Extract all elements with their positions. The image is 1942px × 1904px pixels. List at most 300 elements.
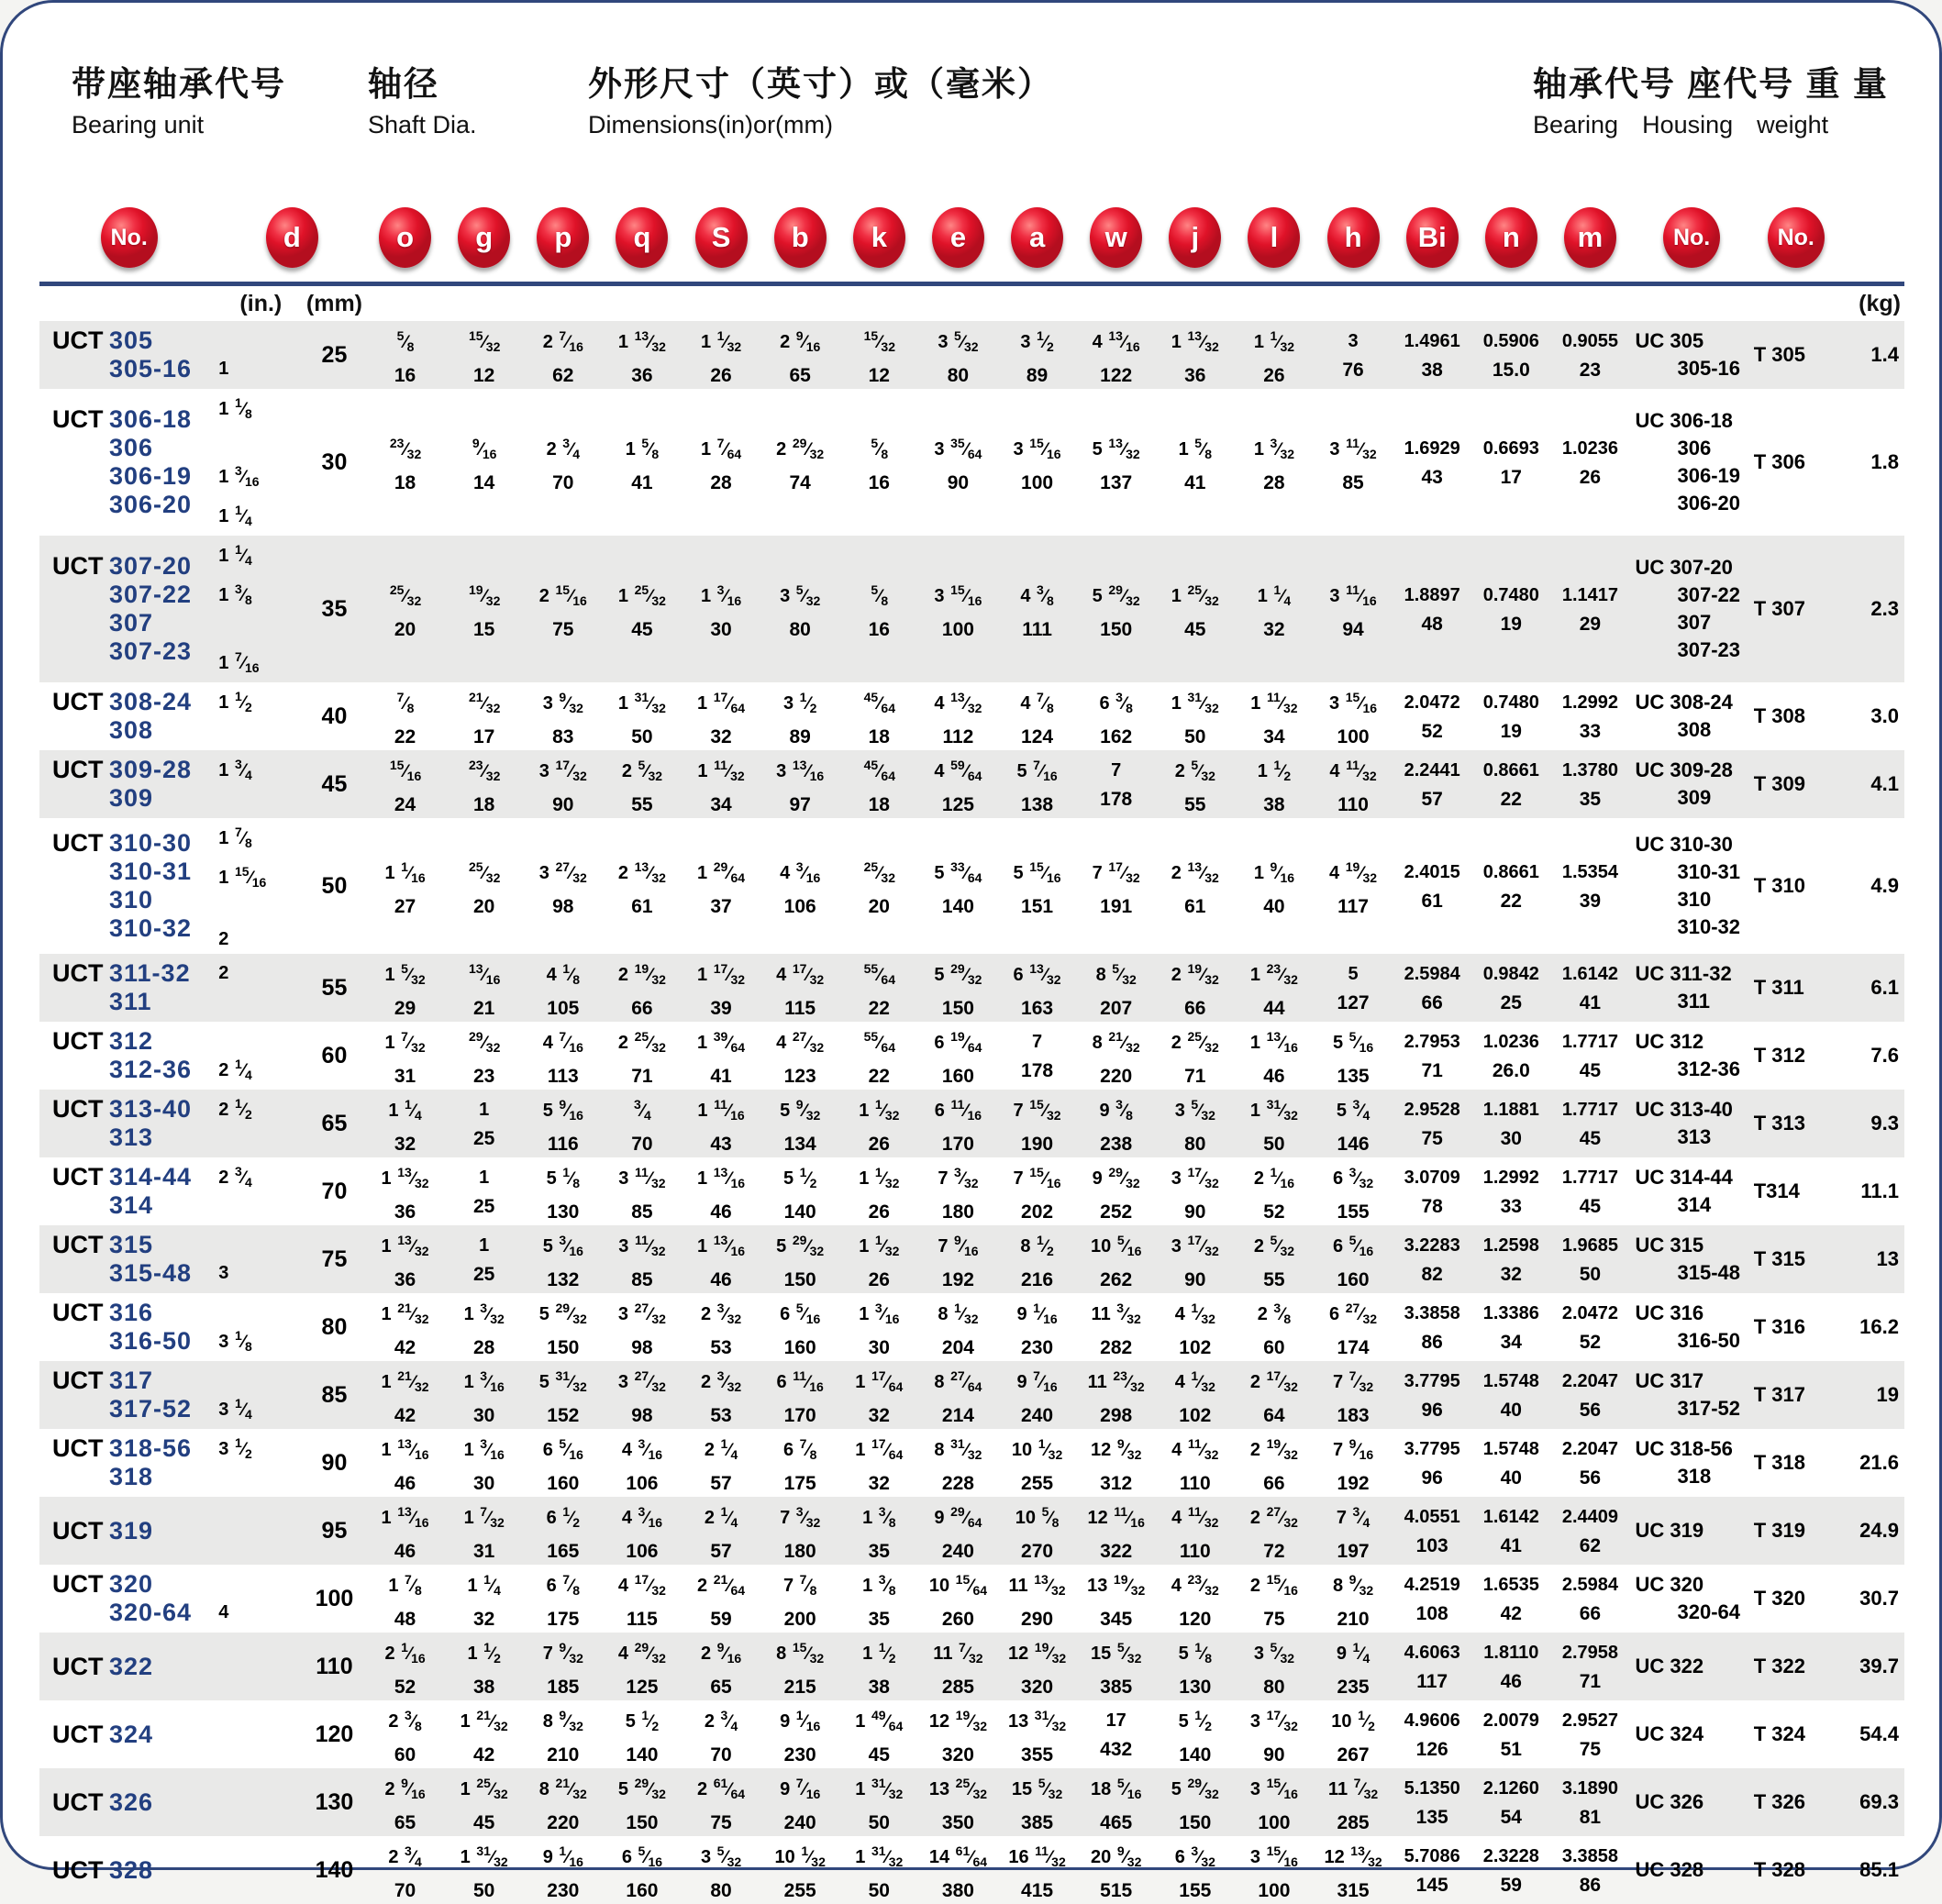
cell-dim-o: 1 $^1⁄_{16}$ 27 [384,859,426,917]
cell-shaft-dia-mm: 65 [321,1110,348,1136]
cell-shaft-dia-in: 1 $^1⁄_8$ 1 $^3⁄_{16}$ 1 $^1⁄_4$ [218,395,260,528]
cell-dim-w: 11 23⁄32 298 [1087,1368,1145,1426]
fraction: 17⁄32 [1266,1708,1298,1733]
fraction: $^{25}⁄_{32}$ [634,1029,666,1055]
cell-dim-w: 11 3⁄32 282 [1091,1301,1141,1358]
cell-dim-o: 1 $^1⁄_4$ 32 [388,1097,422,1155]
cell-bearing-no: UC 308-24 308 [1635,691,1733,741]
fraction: $^{25}⁄_{32}$ [1187,1029,1219,1055]
cell-dim-e: 8 27⁄64 214 [934,1368,982,1426]
fraction: $^3⁄_8$ [1115,690,1133,715]
cell-dim-w: 8 $^{21}⁄_{32}$ 220 [1092,1029,1140,1087]
fraction: 1⁄2 [562,1504,581,1530]
cell-dim-b: 5 $^1⁄_2$ 140 [782,1165,817,1223]
fraction: $^{13}⁄_{32}$ [397,1233,429,1258]
bearing-unit-line: 318 [109,1463,154,1490]
fraction: 31⁄32 [871,1776,904,1801]
badge-q: q [616,207,668,268]
cell-shaft-dia-in: 1 [218,359,229,379]
fraction: $^3⁄_4$ [1352,1097,1370,1123]
cell-dim-j: 4 11⁄32 110 [1171,1436,1219,1494]
fraction: 17⁄32 [634,1572,666,1598]
cell-dim-o: 1 13⁄16 46 [381,1504,429,1562]
fraction: 27⁄64 [950,1368,982,1394]
cell-dim-n: 2.0079 51 [1482,1710,1539,1760]
fraction: 11⁄32 [1187,1436,1219,1462]
cell-weight: 54.4 [1859,1722,1899,1745]
cell-dim-s: 1 $^7⁄_{64}$ 28 [700,436,742,493]
badge-j: j [1169,207,1221,268]
cell-dim-k: $^5⁄_8$ 16 [868,436,890,493]
bearing-unit-line: 307-23 [109,637,193,665]
cell-bearing-unit-no [39,536,218,682]
fraction: $^1⁄_2$ [1273,758,1292,783]
fraction: $^{19}⁄_{32}$ [634,961,666,987]
fraction: 21⁄32 [397,1301,429,1326]
unit-in-label: (in.) [218,284,303,322]
cell-dim-j: 2 $^{13}⁄_{32}$ 61 [1171,859,1219,917]
cell-housing-no: T 324 [1753,1722,1805,1745]
fraction: $^{31}⁄_{32}$ [1266,1097,1298,1123]
fraction: $^5⁄_{32}$ [401,961,426,987]
cell-dim-s: 1 $^1⁄_{32}$ 26 [700,328,742,386]
fraction: $^{17}⁄_{32}$ [1187,1165,1219,1190]
cell-dim-a: 11 13⁄32 290 [1008,1572,1066,1630]
bearing-unit-line: 307 [109,609,154,637]
cell-shaft-dia-in: 4 [218,1602,229,1622]
cell-dim-a: 4 $^3⁄_8$ 111 [1020,582,1054,640]
cell-dim-q: 6 5⁄16 160 [621,1843,663,1901]
fraction: $^{13}⁄_{16}$ [1266,1029,1298,1055]
cell-dim-n: 1.6535 42 [1482,1575,1539,1624]
cell-dim-l: 3 17⁄32 90 [1249,1708,1298,1766]
fraction: 7⁄16 [795,1776,821,1801]
header-shaft-dia [368,56,477,139]
cell-dim-g: $^{15}⁄_{32}$ 12 [469,328,501,386]
cell-bearing-no: UC 320 320-64 [1635,1573,1741,1623]
cell-bearing-no: UC 309-28 309 [1635,758,1733,809]
cell-dim-q: 5 1⁄2 140 [625,1708,660,1766]
fraction: $^7⁄_{64}$ [716,436,742,461]
cell-dim-bi: 5.1350 135 [1404,1778,1460,1828]
fraction: $^{59}⁄_{64}$ [950,758,982,783]
cell-dim-h: 9 1⁄4 235 [1336,1640,1370,1698]
fraction: $^{15}⁄_{16}$ [950,582,982,608]
fraction: $^{13}⁄_{32}$ [950,690,982,715]
fraction: 15⁄32 [792,1640,825,1666]
cell-dim-j: 4 11⁄32 110 [1171,1504,1219,1562]
cell-dim-k: $^{55}⁄_{64}$ 22 [863,961,895,1019]
fraction: $^{15}⁄_{32}$ [469,328,501,354]
fraction: 21⁄32 [476,1708,508,1733]
cell-dim-p: 2 $^3⁄_4$ 70 [546,436,581,493]
cell-weight: 9.3 [1870,1112,1899,1135]
cell-bearing-unit-no [39,1293,218,1361]
fraction: 1⁄4 [234,1396,252,1422]
cell-dim-g: 1 3⁄16 30 [463,1436,505,1494]
fraction: $^{19}⁄_{32}$ [1187,961,1219,987]
cell-dim-l: 2 17⁄32 64 [1249,1368,1298,1426]
table-row [39,1565,1904,1633]
cell-dim-n: 1.5748 40 [1482,1371,1539,1421]
fraction: 7⁄8 [562,1572,581,1598]
table-row [39,1293,1904,1361]
cell-dim-q: 2 $^{13}⁄_{32}$ 61 [617,859,666,917]
fraction: $^{15}⁄_{16}$ [1029,859,1061,885]
cell-dim-k: $^{15}⁄_{32}$ 12 [863,328,895,386]
fraction: 25⁄32 [955,1776,988,1801]
fraction: $^1⁄_2$ [1037,328,1054,354]
cell-bearing-no: UC 324 [1635,1722,1704,1745]
fraction: 1⁄16 [1033,1301,1058,1326]
fraction: $^5⁄_{32}$ [1191,758,1215,783]
cell-dim-e: 9 29⁄64 240 [934,1504,982,1562]
cell-dim-g: 1 3⁄32 28 [463,1301,505,1358]
fraction: $^1⁄_2$ [799,1165,817,1190]
fraction: $^1⁄_2$ [234,1096,252,1122]
bearing-unit-line: UCT 315 [52,1231,154,1258]
fraction: 1⁄4 [1352,1640,1370,1666]
cell-dim-s: 2 3⁄32 53 [700,1301,742,1358]
cell-housing-no: T314 [1753,1179,1800,1202]
table-row [39,750,1904,818]
fraction: 9⁄32 [559,1640,583,1666]
fraction: 5⁄8 [1041,1504,1060,1530]
cell-dim-o: $^{23}⁄_{32}$ 18 [389,436,422,493]
cell-housing-no: T 308 [1753,704,1805,727]
cell-dim-q: 2 $^{19}⁄_{32}$ 66 [617,961,666,1019]
bearing-unit-line: 306 [109,434,154,461]
fraction: $^{29}⁄_{32}$ [1108,1165,1140,1190]
fraction: 5⁄32 [1116,1640,1142,1666]
fraction: 9⁄32 [559,1708,583,1733]
fraction: $^{45}⁄_{64}$ [863,690,895,715]
cell-weight: 6.1 [1870,976,1899,999]
cell-dim-a: 9 7⁄16 240 [1016,1368,1058,1426]
badge-o: o [379,207,431,268]
cell-dim-n: 1.2598 32 [1482,1235,1539,1285]
badge-g: g [458,207,510,268]
cell-dim-w: 7 178 [1100,760,1133,810]
fraction: 3⁄16 [874,1301,900,1326]
cell-dim-e: 12 19⁄32 320 [928,1708,988,1766]
cell-dim-o: 1 7⁄8 48 [388,1572,422,1630]
bearing-unit-line: UCT 311-32 [52,959,191,987]
fraction: $^{17}⁄_{64}$ [713,690,746,715]
fraction: $^1⁄_8$ [562,1165,581,1190]
fraction: $^{13}⁄_{32}$ [1187,328,1219,354]
fraction: $^{17}⁄_{32}$ [1108,859,1140,885]
dimensions-label-en: Dimensions(in)or(mm) [588,111,834,138]
fraction: $^1⁄_{32}$ [716,328,742,354]
cell-bearing-no: UC 307-20 307-22 307 307-23 [1635,556,1741,661]
fraction: $^1⁄_4$ [1273,582,1292,608]
fraction: $^{15}⁄_{16}$ [1345,690,1378,715]
cell-weight: 1.4 [1870,343,1899,366]
cell-dim-s: 1 $^{11}⁄_{16}$ 43 [697,1097,745,1155]
cell-bearing-unit-no [39,1225,218,1293]
cell-dim-k: 1 49⁄64 45 [855,1708,904,1766]
fraction: $^7⁄_{16}$ [1033,758,1058,783]
cell-dim-q: 3 27⁄32 98 [617,1368,666,1426]
fraction: 5⁄16 [1116,1776,1142,1801]
cell-dim-j: 2 $^5⁄_{32}$ 55 [1174,758,1215,815]
bearing-unit-line: UCT 309-28 [52,756,193,783]
fraction: $^{13}⁄_{16}$ [713,1233,746,1258]
fraction: 7⁄8 [405,1572,422,1598]
cell-dim-n: 0.7480 19 [1482,692,1539,742]
cell-dim-g: $^9⁄_{16}$ 14 [472,436,497,493]
cell-dim-o: 1 21⁄32 42 [381,1368,429,1426]
cell-bearing-no: UC 322 [1635,1655,1704,1677]
bearing-unit-line: UCT 305 [52,327,154,354]
cell-dim-n: 1.2992 33 [1482,1168,1539,1217]
cell-dim-a: 5 $^7⁄_{16}$ 138 [1016,758,1058,815]
bearing-unit-line: UCT 316 [52,1299,154,1326]
cell-dim-h: 5 $^3⁄_4$ 146 [1336,1097,1370,1155]
fraction: 1⁄2 [641,1708,660,1733]
fraction: $^{13}⁄_{16}$ [469,961,501,987]
cell-dim-q: 2 $^5⁄_{32}$ 55 [621,758,663,815]
table-row [39,1429,1904,1497]
bearing-unit-line: UCT 320 [52,1570,154,1598]
badge-no-bearing: No. [1663,207,1720,268]
fraction: $^{17}⁄_{32}$ [555,758,587,783]
bearing-unit-label-zh: 带座轴承代号 [72,65,286,103]
cell-shaft-dia-mm: 140 [315,1856,354,1883]
cell-dim-l: 1 $^1⁄_2$ 38 [1257,758,1292,815]
cell-bearing-unit-no [39,1157,218,1225]
cell-bearing-no: UC 306-18 306 306-19 306-20 [1635,409,1741,515]
cell-dim-a: 10 1⁄32 255 [1011,1436,1063,1494]
cell-shaft-dia-in: 1 $^7⁄_8$ 1 $^{15}⁄_{16}$ 2 [218,825,267,949]
fraction: $^9⁄_{32}$ [795,1097,821,1123]
cell-dim-b: 6 7⁄8 175 [782,1436,817,1494]
cell-dim-q: 3 $^{11}⁄_{32}$ 85 [618,1165,666,1223]
fraction: $^{29}⁄_{32}$ [792,436,825,461]
cell-shaft-dia-in: 3 1⁄8 [218,1328,252,1354]
fraction: $^1⁄_8$ [562,961,581,987]
fraction: $^{15}⁄_{32}$ [1029,1097,1061,1123]
cell-dim-s: 1 $^{17}⁄_{32}$ 39 [697,961,746,1019]
fraction: $^{25}⁄_{32}$ [634,582,666,608]
fraction: $^{23}⁄_{32}$ [469,758,501,783]
table-row [39,1700,1904,1768]
cell-dim-l: 1 $^1⁄_4$ 32 [1257,582,1292,640]
cell-dim-m: 2.7958 71 [1561,1643,1619,1692]
cell-dim-k: 1 $^1⁄_{32}$ 26 [859,1165,900,1223]
fraction: $^1⁄_8$ [234,395,252,421]
cell-dim-p: 9 1⁄16 230 [542,1843,583,1901]
shaft-dia-label-en: Shaft Dia. [368,111,477,138]
cell-shaft-dia-in [218,1768,303,1836]
cell-dim-p: 5 31⁄32 152 [538,1368,587,1426]
fraction: 29⁄32 [1187,1776,1219,1801]
cell-dim-j: 3 17⁄32 90 [1171,1233,1219,1290]
cell-shaft-dia-in [218,1633,303,1700]
fraction: 1⁄32 [1038,1436,1063,1462]
cell-dim-w: 17 432 [1100,1710,1133,1760]
cell-shaft-dia-in [218,1700,303,1768]
bearing-unit-line: 314 [109,1191,154,1219]
fraction: $^{45}⁄_{64}$ [863,758,895,783]
cell-dim-h: 5 127 [1337,964,1370,1013]
cell-dim-s: 1 $^{13}⁄_{16}$ 46 [697,1233,746,1290]
fraction: $^{13}⁄_{16}$ [713,1165,746,1190]
cell-dim-p: 7 9⁄32 185 [542,1640,583,1698]
fraction: 1⁄16 [559,1843,583,1869]
fraction: $^{11}⁄_{32}$ [634,1165,666,1190]
cell-bearing-no: UC 316 316-50 [1635,1301,1741,1352]
cell-dim-p: 6 5⁄16 160 [542,1436,583,1494]
fraction: $^{29}⁄_{64}$ [713,859,746,885]
fraction: $^3⁄_4$ [562,436,581,461]
fraction: 3⁄16 [480,1368,505,1394]
fraction: $^3⁄_4$ [234,1164,252,1190]
cell-weight: 4.9 [1870,874,1899,897]
fraction: $^5⁄_{32}$ [1112,961,1137,987]
cell-dim-a: 3 $^1⁄_2$ 89 [1020,328,1054,386]
fraction: 3⁄4 [1352,1504,1370,1530]
bearing-unit-line: UCT 306-18 [52,405,193,433]
fraction: 17⁄64 [871,1436,904,1462]
fraction: 19⁄32 [955,1708,988,1733]
cell-dim-bi: 2.7953 71 [1404,1032,1460,1081]
badge-s: S [695,207,748,268]
cell-dim-j: 1 $^{25}⁄_{32}$ 45 [1171,582,1219,640]
cell-dim-l: 1 $^9⁄_{16}$ 40 [1253,859,1295,917]
cell-shaft-dia-mm: 85 [321,1381,348,1408]
cell-weight: 85.1 [1859,1858,1899,1881]
fraction: $^3⁄_8$ [1037,582,1054,608]
cell-dim-s: 2 9⁄16 65 [700,1640,742,1698]
cell-dim-n: 0.7480 19 [1482,585,1539,635]
cell-dim-e: 10 15⁄64 260 [928,1572,988,1630]
fraction: 5⁄32 [1270,1640,1295,1666]
table-row [39,1497,1904,1565]
cell-dim-j: 4 1⁄32 102 [1174,1368,1215,1426]
cell-bearing-unit-no [39,1700,218,1768]
cell-dim-l: 1 $^1⁄_{32}$ 26 [1253,328,1295,386]
badge-n: n [1485,207,1537,268]
cell-dim-n: 0.8661 22 [1482,760,1539,810]
cell-dim-g: $^{25}⁄_{32}$ 20 [469,859,501,917]
cell-shaft-dia-in [218,1497,303,1565]
cell-shaft-dia-in: 3 [218,1263,229,1283]
cell-weight: 19 [1876,1383,1899,1406]
fraction: 5⁄32 [1270,1233,1295,1258]
cell-shaft-dia-in: 2 $^1⁄_2$ [218,1096,252,1122]
cell-dim-e: 4 $^{59}⁄_{64}$ 125 [934,758,982,815]
units-row [39,284,1904,322]
cell-bearing-unit-no [39,1361,218,1429]
fraction: $^1⁄_{32}$ [874,1233,900,1258]
fraction: $^7⁄_8$ [234,825,252,850]
fraction: 3⁄4 [720,1708,738,1733]
cell-dim-g: 1 25 [473,1235,495,1285]
cell-dim-h: 10 1⁄2 267 [1331,1708,1375,1766]
fraction: $^{11}⁄_{16}$ [1346,582,1377,608]
cell-dim-bi: 1.8897 48 [1404,585,1460,635]
cell-dim-s: 1 $^{39}⁄_{64}$ 41 [697,1029,746,1087]
badge-l: l [1248,207,1300,268]
cell-shaft-dia-in: 3 1⁄4 [218,1396,252,1422]
fraction: $^9⁄_{32}$ [559,690,583,715]
cell-dim-b: 6 11⁄16 170 [776,1368,824,1426]
fraction: 23⁄32 [1113,1368,1145,1394]
cell-dim-m: 1.9685 50 [1561,1235,1619,1285]
badge-w: w [1090,207,1142,268]
fraction: $^3⁄_{16}$ [234,463,260,489]
fraction: 15⁄16 [1266,1572,1298,1598]
fraction: 3⁄32 [795,1504,821,1530]
fraction: $^{11}⁄_{16}$ [714,1097,745,1123]
cell-dim-b: 5 $^{29}⁄_{32}$ 150 [776,1233,825,1290]
fraction: 7⁄32 [1348,1368,1374,1394]
cell-dim-w: 12 9⁄32 312 [1091,1436,1142,1494]
cell-dim-n: 2.1260 54 [1482,1778,1539,1828]
fraction: $^7⁄_8$ [1037,690,1054,715]
cell-dim-s: 2 3⁄4 70 [704,1708,738,1766]
cell-dim-l: 2 5⁄32 55 [1253,1233,1295,1290]
cell-shaft-dia-mm: 110 [316,1653,353,1679]
cell-dim-s: 1 $^{13}⁄_{16}$ 46 [697,1165,746,1223]
fraction: 21⁄32 [397,1368,429,1394]
bearing-unit-line: UCT 310-30 [52,829,193,857]
cell-dim-h: 6 5⁄16 160 [1332,1233,1374,1290]
table-row [39,1022,1904,1090]
bearing-housing-weight-label-en [1533,111,1889,139]
cell-dim-m: 1.7717 45 [1561,1032,1619,1081]
fraction: $^{21}⁄_{32}$ [469,690,501,715]
cell-bearing-unit-no [39,750,218,818]
weight-label-en: weight [1757,111,1829,138]
fraction: 21⁄32 [555,1776,587,1801]
cell-dim-q: 5 29⁄32 150 [617,1776,666,1833]
shaft-dia-label-zh: 轴径 [368,65,439,103]
cell-shaft-dia-mm: 90 [321,1449,348,1476]
housing-label-en: Housing [1642,111,1734,138]
table-row [39,321,1904,389]
fraction: 3⁄16 [638,1504,663,1530]
cell-weight: 69.3 [1859,1790,1899,1813]
cell-weight: 16.2 [1859,1315,1899,1338]
cell-dim-p: 5 $^9⁄_{16}$ 116 [542,1097,583,1155]
cell-dim-m: 1.1417 29 [1561,585,1619,635]
cell-shaft-dia-mm: 30 [321,448,348,475]
cell-dim-q: 1 $^{31}⁄_{32}$ 50 [617,690,666,747]
cell-dim-w: 12 11⁄16 322 [1087,1504,1145,1562]
cell-weight: 2.3 [1870,597,1899,620]
fraction: 9⁄16 [401,1776,426,1801]
fraction: 13⁄16 [397,1436,429,1462]
fraction: $^3⁄_{32}$ [1348,1165,1374,1190]
cell-housing-no: T 306 [1753,450,1805,473]
cell-dim-m: 3.3858 86 [1561,1846,1619,1896]
cell-dim-q: 1 $^{25}⁄_{32}$ 45 [617,582,666,640]
fraction: 17⁄32 [1187,1233,1219,1258]
bearing-unit-line: 309 [109,784,154,812]
cell-dim-b: 4 $^3⁄_{16}$ 106 [780,859,821,917]
fraction: $^1⁄_4$ [405,1097,422,1123]
fraction: 5⁄16 [638,1843,663,1869]
fraction: $^3⁄_{16}$ [716,582,742,608]
cell-dim-o: 1 $^5⁄_{32}$ 29 [384,961,426,1019]
badge-e: e [932,207,984,268]
cell-dim-e: 6 $^{11}⁄_{16}$ 170 [934,1097,982,1155]
fraction: $^7⁄_{16}$ [559,328,583,354]
fraction: 3⁄32 [1191,1843,1215,1869]
